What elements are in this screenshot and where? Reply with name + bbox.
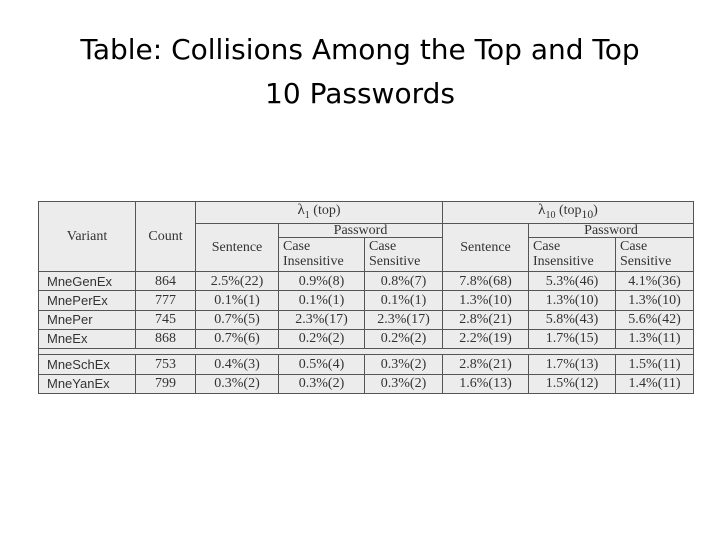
header-password-top: Password — [279, 224, 443, 238]
collisions-table — [38, 201, 694, 394]
cell-case-sensitive-top: 0.1%(1) — [365, 291, 443, 310]
cell-case-sensitive-top10: 1.3%(11) — [616, 329, 694, 348]
table-row — [39, 272, 694, 291]
cell-case-insensitive-top: 0.2%(2) — [279, 329, 365, 348]
cell-sentence-top10: 2.8%(21) — [443, 310, 529, 329]
header-case-sensitive-top: Case Sensitive — [365, 238, 443, 272]
cell-sentence-top: 0.1%(1) — [196, 291, 279, 310]
cell-case-insensitive-top: 2.3%(17) — [279, 310, 365, 329]
header-case-sensitive-top10: Case Sensitive — [616, 238, 694, 272]
cell-variant: MneGenEx — [39, 272, 136, 291]
table-row — [39, 310, 694, 329]
cell-sentence-top10: 1.3%(10) — [443, 291, 529, 310]
header-variant: Variant — [39, 202, 136, 272]
cell-sentence-top: 0.4%(3) — [196, 355, 279, 374]
cell-count: 868 — [136, 329, 196, 348]
cell-count: 753 — [136, 355, 196, 374]
cell-variant: MneEx — [39, 329, 136, 348]
cell-case-sensitive-top10: 4.1%(36) — [616, 272, 694, 291]
cell-count: 799 — [136, 374, 196, 393]
cell-sentence-top: 0.3%(2) — [196, 374, 279, 393]
cell-case-insensitive-top: 0.9%(8) — [279, 272, 365, 291]
cell-case-insensitive-top10: 1.3%(10) — [529, 291, 616, 310]
cell-case-insensitive-top10: 1.5%(12) — [529, 374, 616, 393]
slide-title-line-1: Table: Collisions Among the Top and Top — [80, 33, 640, 66]
cell-case-insensitive-top: 0.5%(4) — [279, 355, 365, 374]
cell-variant: MneYanEx — [39, 374, 136, 393]
cell-count: 864 — [136, 272, 196, 291]
table-row — [39, 329, 694, 348]
cell-count: 745 — [136, 310, 196, 329]
collisions-table-image — [38, 201, 693, 394]
header-case-insensitive-top: Case Insensitive — [279, 238, 365, 272]
cell-sentence-top: 0.7%(5) — [196, 310, 279, 329]
cell-case-insensitive-top10: 1.7%(13) — [529, 355, 616, 374]
cell-count: 777 — [136, 291, 196, 310]
cell-case-sensitive-top: 2.3%(17) — [365, 310, 443, 329]
cell-sentence-top10: 2.2%(19) — [443, 329, 529, 348]
header-case-insensitive-top10: Case Insensitive — [529, 238, 616, 272]
cell-sentence-top10: 1.6%(13) — [443, 374, 529, 393]
slide-title-line-2: 10 Passwords — [265, 77, 455, 110]
header-password-top10: Password — [529, 224, 694, 238]
cell-sentence-top: 0.7%(6) — [196, 329, 279, 348]
header-sentence-top10: Sentence — [443, 224, 529, 272]
cell-case-sensitive-top10: 1.5%(11) — [616, 355, 694, 374]
cell-case-insensitive-top10: 1.7%(15) — [529, 329, 616, 348]
table-row — [39, 374, 694, 393]
cell-case-sensitive-top: 0.3%(2) — [365, 355, 443, 374]
cell-case-sensitive-top: 0.3%(2) — [365, 374, 443, 393]
cell-variant: MneSchEx — [39, 355, 136, 374]
header-lambda-1-top: $\lambda_1$ (top) — [196, 202, 443, 224]
header-sentence-top: Sentence — [196, 224, 279, 272]
cell-case-sensitive-top: 0.2%(2) — [365, 329, 443, 348]
table-row — [39, 355, 694, 374]
cell-case-sensitive-top10: 1.4%(11) — [616, 374, 694, 393]
header-lambda-10-top10: $\lambda_{10}$ (top$_{10}$) — [443, 202, 694, 224]
cell-case-insensitive-top10: 5.3%(46) — [529, 272, 616, 291]
cell-sentence-top: 2.5%(22) — [196, 272, 279, 291]
cell-variant: MnePerEx — [39, 291, 136, 310]
cell-case-sensitive-top10: 5.6%(42) — [616, 310, 694, 329]
cell-variant: MnePer — [39, 310, 136, 329]
header-count: Count — [136, 202, 196, 272]
cell-case-insensitive-top: 0.1%(1) — [279, 291, 365, 310]
table-row — [39, 291, 694, 310]
cell-case-sensitive-top: 0.8%(7) — [365, 272, 443, 291]
cell-sentence-top10: 7.8%(68) — [443, 272, 529, 291]
cell-case-insensitive-top10: 5.8%(43) — [529, 310, 616, 329]
cell-sentence-top10: 2.8%(21) — [443, 355, 529, 374]
slide-title — [0, 28, 720, 116]
cell-case-insensitive-top: 0.3%(2) — [279, 374, 365, 393]
cell-case-sensitive-top10: 1.3%(10) — [616, 291, 694, 310]
